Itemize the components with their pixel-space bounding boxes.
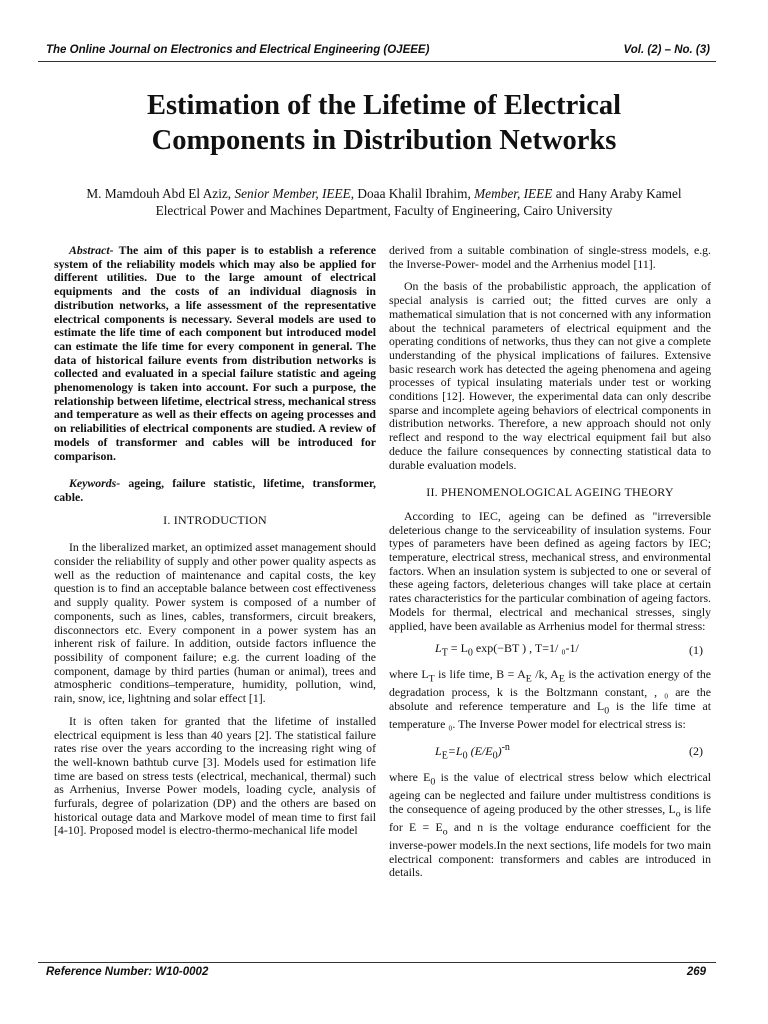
author-3: and Hany Araby Kamel <box>552 186 682 201</box>
ageing-paragraph-3: where $E_0$ is the value of electrical stress below which electrical ageing can be neglected and failure under multistress conditions is the consequence of ageing produced by the other stresses, $L_o$ is life for $E = E_o$ and n is the voltage endurance coefficient for the inverse-power models.In the next sections, life models for two main electrical component: transformers and cables are introduced in details. <box>389 770 711 880</box>
section-heading-ageing-theory: II. PHENOMENOLOGICAL AGEING THEORY <box>426 485 674 500</box>
abstract-label: Abstract- <box>69 243 114 257</box>
equation-2-body: $L_E=L_0$ $(E/E_0)^{-n}$ <box>435 741 510 762</box>
section-heading-introduction: I. INTRODUCTION <box>163 512 267 527</box>
running-header <box>46 44 710 56</box>
affiliation: Electrical Power and Machines Department, Faculty of Engineering, Cairo University <box>155 203 613 218</box>
probabilistic-paragraph: On the basis of the probabilistic approach, the application of special analysis is carried out; the fitted curves are only a mathematical simulation that is not concerned with any information about the technical parameters of electrical equipment and the operating conditions of networks, thus they can not give a complete understanding of the physical implications of failures. Extensive basic research work has detected the ageing phenomena and ageing processes of typical insulating materials under test or working conditions [12]. However, the experimental data can only describe sparse and incomplete ageing behaviors of electrical components in distribution networks. Therefore, a new approach should not only reflect and respond to the way electrical equipment fail but also deduce the failure consequences by connecting statistical data to durable evaluation models. <box>389 279 711 472</box>
ageing-paragraph-1: According to IEC, ageing can be defined as "irreversible deleterious change to the serviceability of insulation systems. Four types of parameters have been defined as ageing factors by IEC; temperature, electrical stress, mechanical stress, and environmental factors. When an insulation system is subjected to one or several of these ageing factors, deleterious changes will take place at certain rates characteristics for the particular combination of ageing factors. Models for thermal, electrical and mechanical stresses, singly applied, have been available as Arrhenius model for thermal stress: <box>389 508 711 633</box>
equation-1 <box>435 642 709 660</box>
author-1: M. Mamdouh Abd El Aziz, <box>86 186 235 201</box>
author-1-role: Senior Member, IEEE <box>234 186 351 201</box>
title-line-2: Components in Distribution Networks <box>151 125 617 156</box>
volume-number: Vol. (2) – No. (3) <box>623 44 710 56</box>
running-footer <box>46 966 706 978</box>
author-2-role: Member, IEEE <box>474 186 553 201</box>
title-line-1: Estimation of the Lifetime of Electrical <box>146 90 622 121</box>
right-column <box>389 244 711 889</box>
equation-1-body: $L_T = L_0$ exp(−BT ) , T=1/ ₀-1/ <box>435 641 579 659</box>
header-rule <box>38 61 716 62</box>
intro-paragraph-1: In the liberalized market, an optimized asset management should consider the reliability of supply and other power quality aspects as well as the reduction of maintenance and capital costs, the key question is to find an acceptable balance between cost effectiveness and supply quality. Power system is composed of a number of components, such as lines, cables, transformers, circuit breakers, disconnectors etc. Every component in a power system has an inherent risk of failure. In addition, outside factors influence the possibility of component failure; e.g. the current loading of the component, damage by third parties (human or animal), trees and atmospheric conditions–temperature, humidity, pollution, wind, rain, snow, ice, lightning and solar effect [1]. <box>54 540 376 706</box>
keywords-text: ageing, failure statistic, lifetime, transformer, cable. <box>54 476 376 504</box>
footer-rule <box>38 962 716 963</box>
equation-2-number: (2) <box>689 744 703 759</box>
equation-1-number: (1) <box>689 643 703 658</box>
authors-block <box>40 185 728 219</box>
equation-2 <box>435 741 709 763</box>
abstract <box>54 244 376 463</box>
journal-name: The Online Journal on Electronics and Electrical Engineering (OJEEE) <box>46 44 430 56</box>
author-2: , Doaa Khalil Ibrahim, <box>350 186 475 201</box>
author-line <box>40 185 728 202</box>
continued-paragraph: derived from a suitable combination of single-stress models, e.g. the Inverse-Power- model and the Arrhenius model [11]. <box>389 243 711 271</box>
intro-paragraph-2: It is often taken for granted that the lifetime of installed electrical equipment is less than 40 years [2]. The statistical failure rates rise over the years according to the increasing right wing of the well-known bathtub curve [3]. Models used for estimation life time are based on stress tests (electrical, mechanical, thermal) such as Arrhenius, Inverse Power models, loading cycle, analysis of furfurals, degree of polarization (DP) and the others are based on historical outage data and Markove model of mean time to first fail [4-10]. Proposed model is electro-thermo-mechanical life model <box>54 713 376 838</box>
keywords-label: Keywords- <box>69 476 121 491</box>
ageing-paragraph-2: where $L_T$ is life time, $B = A_E$ /k, $A_E$ is the activation energy of the degradation process, k is the Boltzmann constant, , ₀ are the absolute and reference temperature and $L_0$ is the life time at temperature ₀. The Inverse Power model for electrical stress is: <box>389 667 711 732</box>
paper-title <box>60 88 708 158</box>
keywords <box>54 477 376 504</box>
abstract-text: The aim of this paper is to establish a reference system of the reliability models which may also be applied for different utilities. Due to the large amount of electrical equipments and the costs of an individual diagnosis in distribution networks, a life assessment of the representative electrical components is necessary. Several models are used to estimate the life time of each component but introduced model can estimate the life time for every component in general. The data of historical failure events from distribution networks is collected and evaluated in a special failure statistic and ageing phenomenology is taken into account. For such a purpose, the relationship between lifetime, electrical stress, mechanical stress and temperature as well as their effects on ageing processes and on reliabilities of electrical components are studied. A review of models of transformer and cables will be introduced for comparison. <box>54 243 376 463</box>
page-number: 269 <box>686 966 706 978</box>
left-column <box>54 244 376 847</box>
reference-number: Reference Number: W10-0002 <box>46 966 209 978</box>
